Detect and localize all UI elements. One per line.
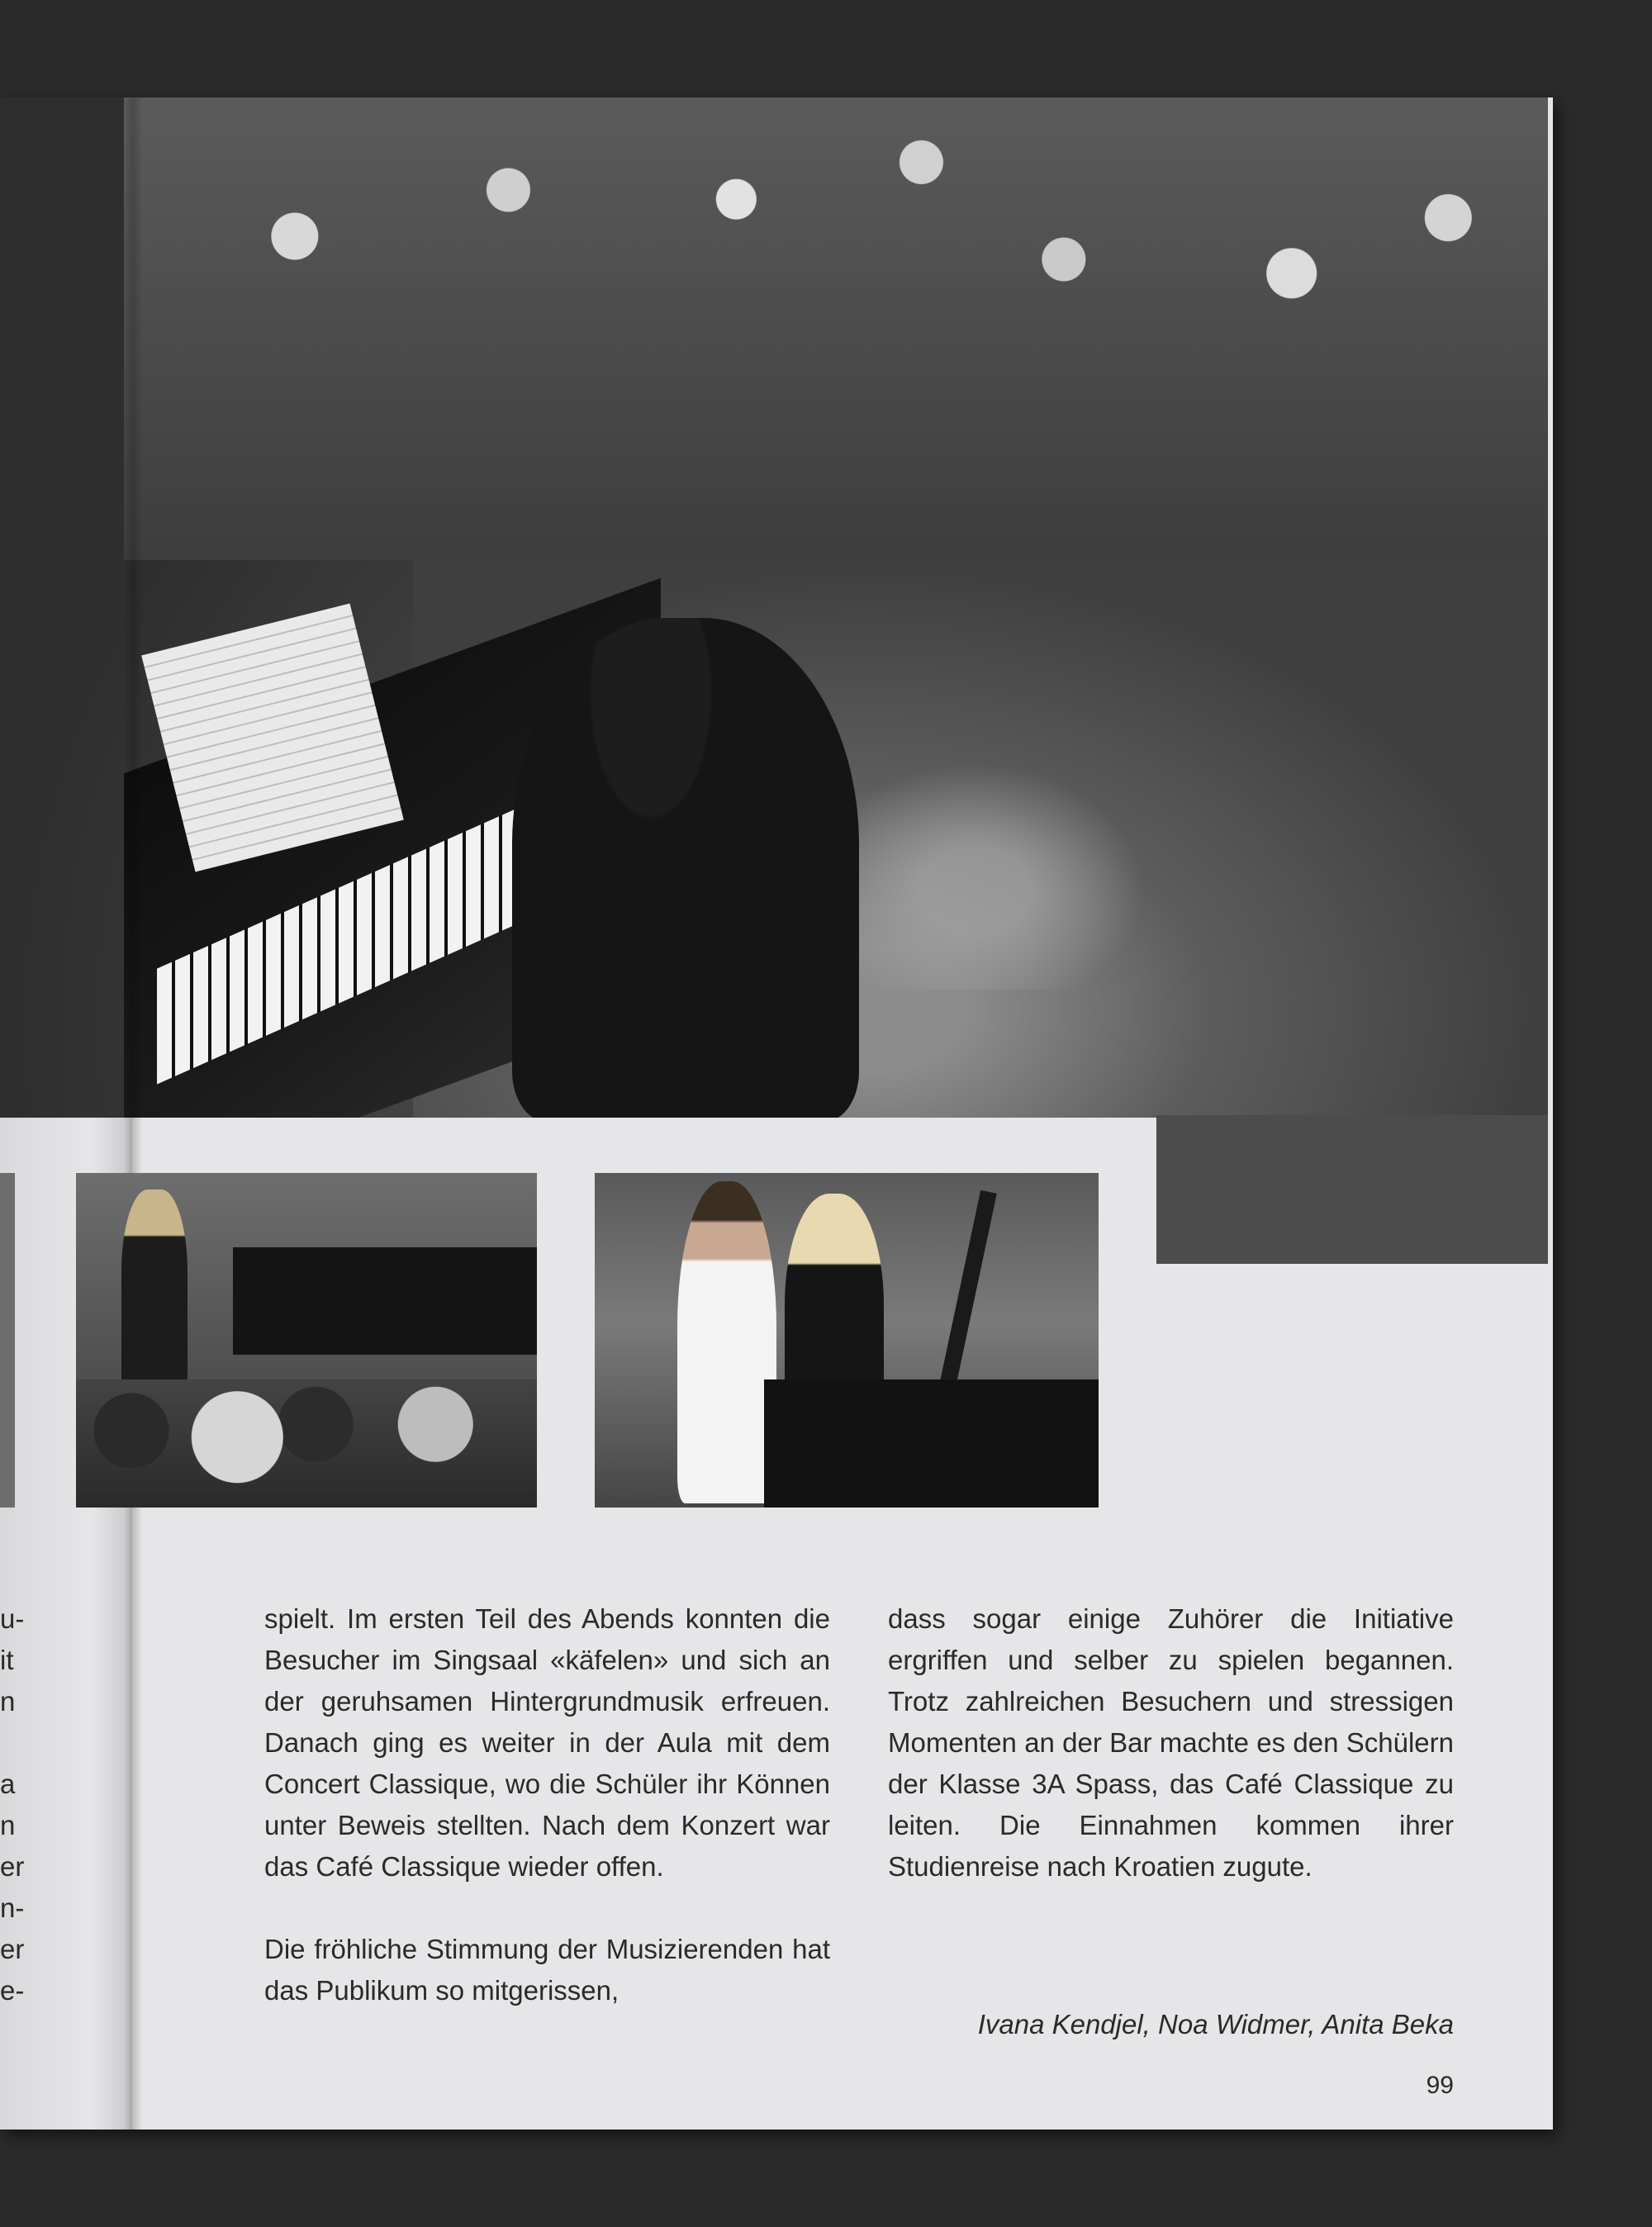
article-paragraph: spielt. Im ersten Teil des Abends konnten die Besucher im Singsaal «käfelen» und sich an der geruhsamen Hintergrundmusik erfreuen. Danach ging es weiter in der Aula mit dem Concert Classique, wo die Schüler ihr Können unter Beweis stellten. Nach dem Konzert war das Café Classique wieder offen.: [264, 1603, 830, 1882]
photo-a-audience: [76, 1379, 537, 1508]
photo-audience-background: [124, 97, 1548, 560]
fragment-line: e-: [0, 1975, 25, 2006]
photo-b-performer-1: [677, 1181, 776, 1503]
fragment-line: it: [0, 1645, 14, 1675]
page-gutter-shadow: [124, 97, 142, 2130]
photo-pianist: [512, 618, 859, 1118]
photo-two-girls-at-piano: [595, 1173, 1099, 1508]
fragment-line: a: [0, 1769, 16, 1799]
fragment-line: u-: [0, 1603, 25, 1634]
main-photo-extension: [1156, 1115, 1548, 1264]
fragment-line: n-: [0, 1892, 25, 1923]
author-byline: Ivana Kendjel, Noa Widmer, Anita Beka: [977, 2009, 1454, 2039]
article-column-2: [888, 1598, 1454, 1887]
article-paragraph: Die fröhliche Stimmung der Musizierenden hat das Publikum so mitgerissen,: [264, 1934, 830, 2006]
photo-a-piano: [233, 1247, 537, 1355]
fragment-line: n: [0, 1810, 16, 1840]
fragment-line: n: [0, 1686, 16, 1717]
article-paragraph: dass sogar einige Zuhörer die Initiative ergriffen und selber zu spielen begannen. Trotz zahlreichen Besuchern und stressigen Momenten an der Bar machte es den Schülern der Klasse 3A Spass, das Café Classique zu leiten. Die Einnahmen kommen ihrer Studienreise nach Kroatien zugute.: [888, 1603, 1454, 1882]
fragment-line: [0, 1722, 25, 1764]
article-column-1: [264, 1598, 830, 2011]
photo-girl-at-piano: [76, 1173, 537, 1508]
photo-a-performer: [121, 1189, 188, 1396]
fragment-line: er: [0, 1851, 25, 1882]
left-page-text-fragments: [0, 1598, 25, 2011]
fragment-line: er: [0, 1934, 25, 1964]
page-number: 99: [1426, 2072, 1454, 2099]
photo-b-piano: [764, 1379, 1099, 1508]
photo-b-piano-lid: [936, 1190, 997, 1403]
left-photo-edge: [0, 1173, 15, 1508]
main-photo-pianist-concert: [0, 97, 1548, 1118]
